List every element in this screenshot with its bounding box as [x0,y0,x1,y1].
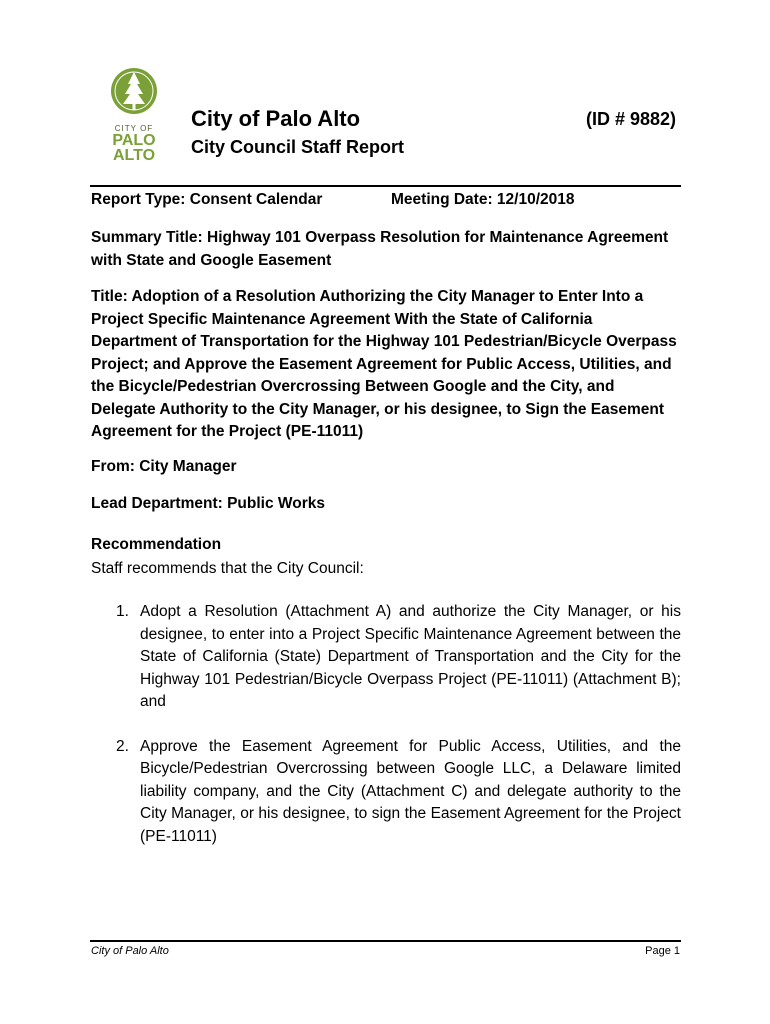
meeting-date: Meeting Date: 12/10/2018 [391,191,575,208]
logo-palo: PALO [112,132,156,149]
report-type: Report Type: Consent Calendar [91,191,323,208]
footer-left: City of Palo Alto [91,945,169,957]
header-divider [90,185,681,187]
summary-title: Summary Title: Highway 101 Overpass Resolution for Maintenance Agreement with State and Google Easement [91,229,669,269]
list-item-text: Adopt a Resolution (Attachment A) and authorize the City Manager, or his designee, to enter into a Project Specific Maintenance Agreement between the State of California (State) Department of Transportation and the City for the Highway 101 Pedestrian/Bicycle Overpass Project (PE-11011) (Attachment B); and [140,603,681,710]
recommendation-heading: Recommendation [91,536,222,553]
page-subtitle: City Council Staff Report [191,137,405,157]
city-logo [106,66,162,162]
report-id: (ID # 9882) [586,109,677,129]
footer-divider [90,940,681,942]
list-item [91,601,681,714]
list-item-text: Approve the Easement Agreement for Public Access, Utilities, and the Bicycle/Pedestrian Overcrossing between Google LLC, a Delaware limited liability company, and the City (Attachment C) and delegate authority to the City Manager, or his designee, to sign the Easement Agreement for the Project (PE-11011) [140,737,681,845]
logo-city-of: CITY OF [114,124,154,133]
tree-seal-icon [109,66,159,116]
recommendation-intro: Staff recommends that the City Council: [91,560,364,577]
list-item-number: 2. [116,737,129,755]
from-line: From: City Manager [91,458,237,475]
recommendation-list [91,601,681,848]
logo-alto: ALTO [112,147,156,164]
report-title: Title: Adoption of a Resolution Authorizing the City Manager to Enter Into a Project Specific Maintenance Agreement With the State of California Department of Transportation for the Highway 101 Pedestrian/Bicycle Overpass Project; and Approve the Easement Agreement for Public Access, Utilities, and the Bicycle/Pedestrian Overcrossing Between Google and the City, and Delegate Authority to the City Manager, or his designee, to Sign the Easement Agreement for the Project (PE-11011) [91,288,677,440]
lead-department: Lead Department: Public Works [91,495,325,512]
list-item-number: 1. [116,603,129,620]
list-item [91,736,681,849]
page-title: City of Palo Alto [191,106,361,131]
page-number: Page 1 [645,945,680,957]
